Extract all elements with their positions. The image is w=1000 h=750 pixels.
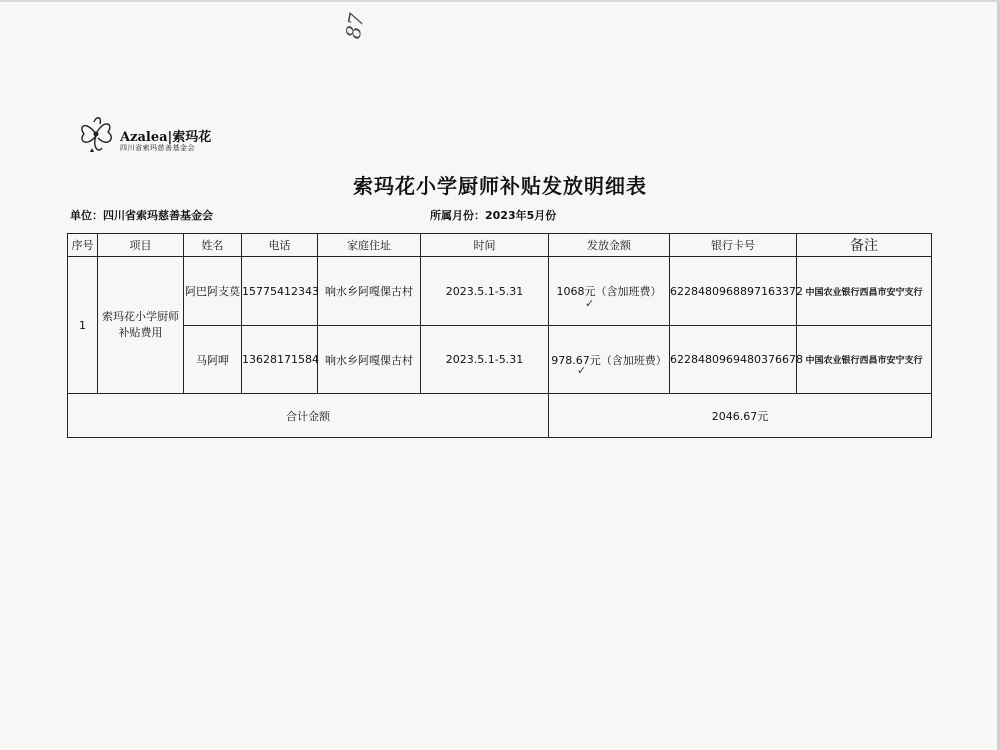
table-row bbox=[68, 257, 932, 326]
table-row bbox=[68, 326, 932, 394]
name-cell: 马阿呷 bbox=[184, 326, 242, 394]
total-label: 合计金额 bbox=[68, 394, 549, 438]
card-cell: 6228480968897163372 bbox=[670, 257, 797, 326]
amount-text: 1068元（含加班费） bbox=[556, 285, 662, 298]
header-phone: 电话 bbox=[242, 234, 318, 257]
address-cell: 响水乡阿嘎倮古村 bbox=[318, 326, 421, 394]
name-cell: 阿巴阿支莫 bbox=[184, 257, 242, 326]
phone-cell: 13628171584 bbox=[242, 326, 318, 394]
logo-subtitle: 四川省索玛慈善基金会 bbox=[120, 144, 195, 152]
header-item: 项目 bbox=[98, 234, 184, 257]
foundation-logo bbox=[74, 112, 212, 158]
item-cell: 索玛花小学厨师补贴费用 bbox=[98, 257, 184, 394]
header-address: 家庭住址 bbox=[318, 234, 421, 257]
header-name: 姓名 bbox=[184, 234, 242, 257]
amount-cell bbox=[549, 257, 670, 326]
remark-cell: 中国农业银行西昌市安宁支行 bbox=[797, 257, 932, 326]
logo-wordmark: Azalea|索玛花 bbox=[120, 130, 212, 145]
address-cell: 响水乡阿嘎倮古村 bbox=[318, 257, 421, 326]
phone-cell: 15775412343 bbox=[242, 257, 318, 326]
unit-label: 单位：四川省索玛慈善基金会 bbox=[70, 209, 213, 222]
time-cell: 2023.5.1-5.31 bbox=[421, 326, 549, 394]
subsidy-table bbox=[67, 233, 932, 438]
amount-cell bbox=[549, 326, 670, 394]
total-amount: 2046.67元 bbox=[549, 394, 932, 438]
card-cell: 6228480969480376678 bbox=[670, 326, 797, 394]
azalea-flower-icon bbox=[74, 112, 118, 158]
amount-text: 978.67元（含加班费） bbox=[551, 353, 667, 367]
table-header-row bbox=[68, 234, 932, 257]
header-amount: 发放金额 bbox=[549, 234, 670, 257]
remark-cell: 中国农业银行西昌市安宁支行 bbox=[797, 326, 932, 394]
total-row bbox=[68, 394, 932, 438]
month-label: 所属月份：2023年5月份 bbox=[430, 209, 557, 222]
header-remark: 备注 bbox=[797, 234, 932, 257]
header-time: 时间 bbox=[421, 234, 549, 257]
check-mark-icon: ✓ bbox=[585, 297, 595, 310]
header-seq: 序号 bbox=[68, 234, 98, 257]
seq-cell: 1 bbox=[68, 257, 98, 394]
header-card: 银行卡号 bbox=[670, 234, 797, 257]
check-mark-icon: ✓ bbox=[577, 364, 587, 377]
time-cell: 2023.5.1-5.31 bbox=[421, 257, 549, 326]
handwritten-page-mark: 87 bbox=[340, 11, 369, 41]
document-title: 索玛花小学厨师补贴发放明细表 bbox=[353, 174, 647, 198]
